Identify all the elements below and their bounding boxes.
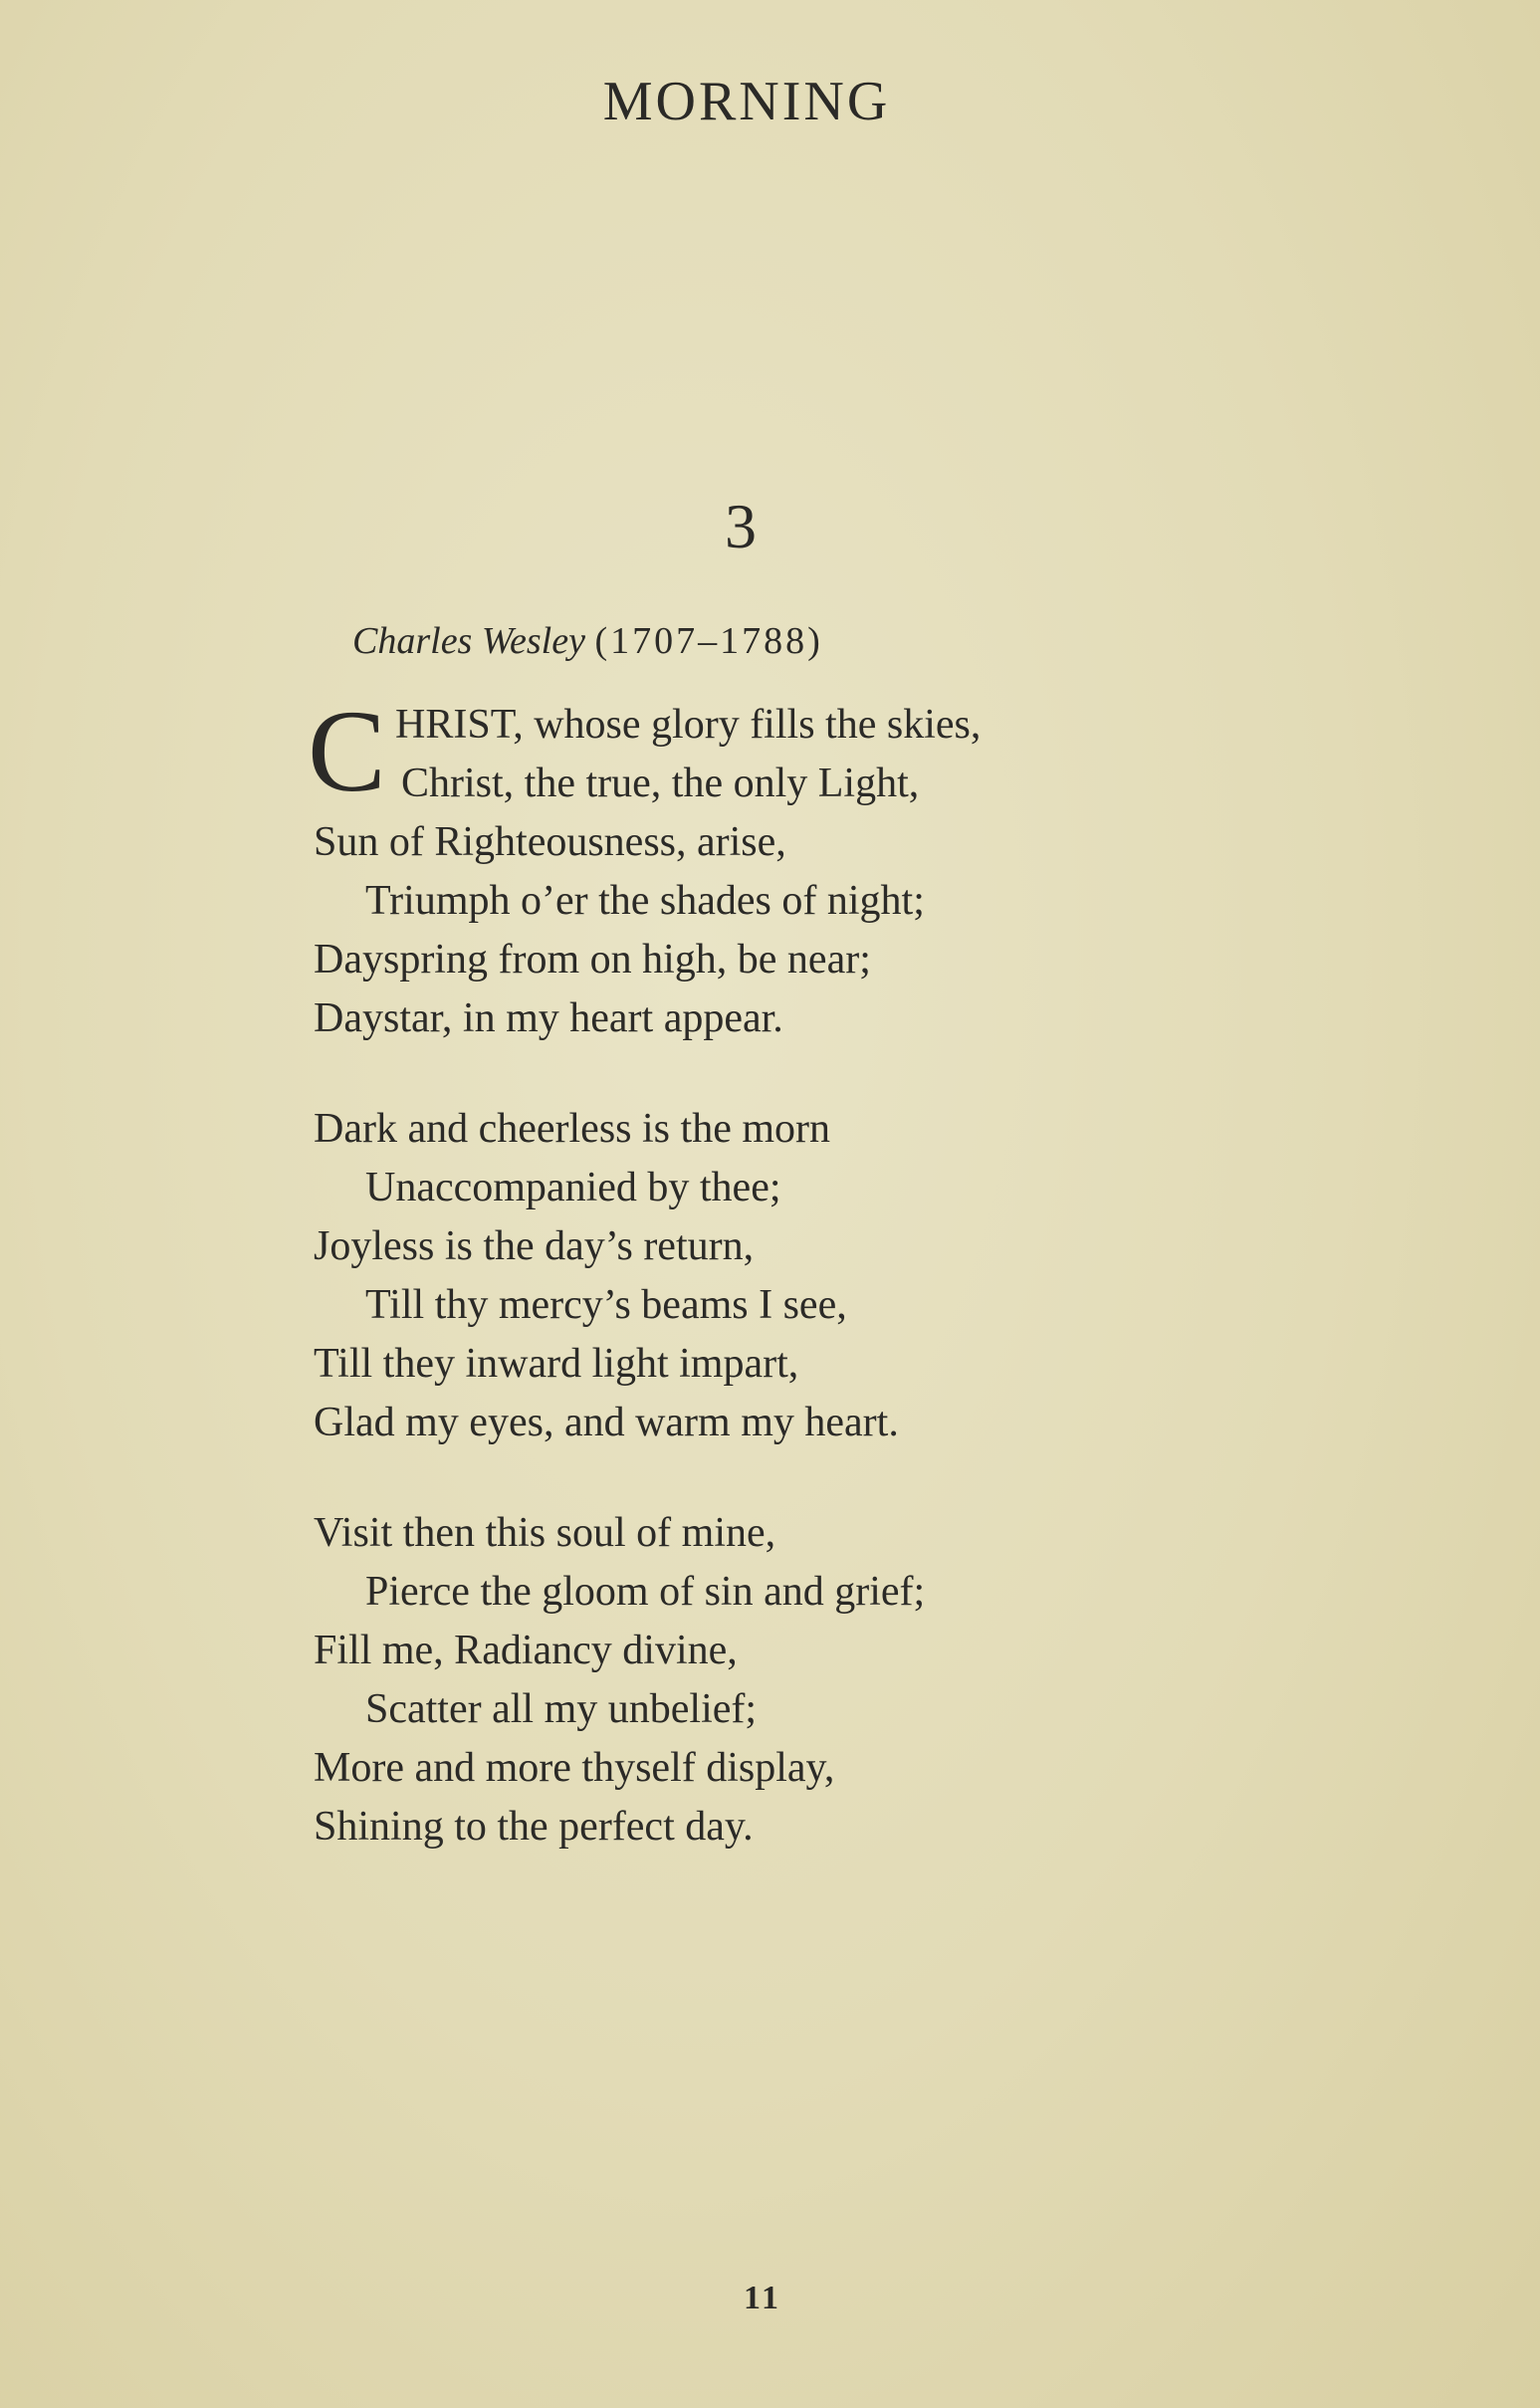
- poem-line: Till thy mercy’s beams I see,: [365, 1282, 847, 1328]
- poem-line: Dark and cheerless is the morn: [314, 1106, 830, 1152]
- poem-line: Till they inward light impart,: [314, 1341, 799, 1387]
- poem-line: Daystar, in my heart appear.: [314, 995, 783, 1041]
- stanza-gap: [314, 1048, 1170, 1100]
- poem-line: Christ, the true, the only Light,: [401, 761, 920, 806]
- hymn-number: 3: [725, 491, 757, 561]
- poem-line: Sun of Righteousness, arise,: [314, 819, 786, 865]
- author-dates: (1707–1788): [594, 620, 823, 662]
- poem-line: Fill me, Radiancy divine,: [314, 1628, 738, 1673]
- drop-cap: C: [308, 686, 386, 816]
- poem-line: Scatter all my unbelief;: [365, 1686, 758, 1732]
- poem-line: Pierce the gloom of sin and grief;: [365, 1569, 926, 1615]
- stanza-gap: [314, 1452, 1170, 1504]
- poem-line: Dayspring from on high, be near;: [314, 937, 871, 983]
- poem-line: Visit then this soul of mine,: [314, 1510, 776, 1556]
- author-line: [352, 619, 823, 663]
- author-name: Charles Wesley: [352, 620, 585, 662]
- poem-line: Unaccompanied by thee;: [365, 1165, 781, 1210]
- poem-line: Joyless is the day’s return,: [314, 1223, 755, 1269]
- stanza-2: [314, 1100, 1170, 1452]
- stanza-3: [314, 1504, 1170, 1857]
- running-head: MORNING: [602, 71, 891, 132]
- poem-line: Triumph o’er the shades of night;: [365, 878, 925, 924]
- poem-line: Shining to the perfect day.: [314, 1804, 754, 1850]
- poem: [308, 686, 1170, 1857]
- page-number: 11: [743, 2280, 782, 2316]
- poem-line: Glad my eyes, and warm my heart.: [314, 1400, 899, 1445]
- stanza-1: [308, 686, 1170, 1048]
- line-text: HRIST, whose glory fills the skies,: [395, 702, 982, 748]
- poem-line: More and more thyself display,: [314, 1745, 835, 1791]
